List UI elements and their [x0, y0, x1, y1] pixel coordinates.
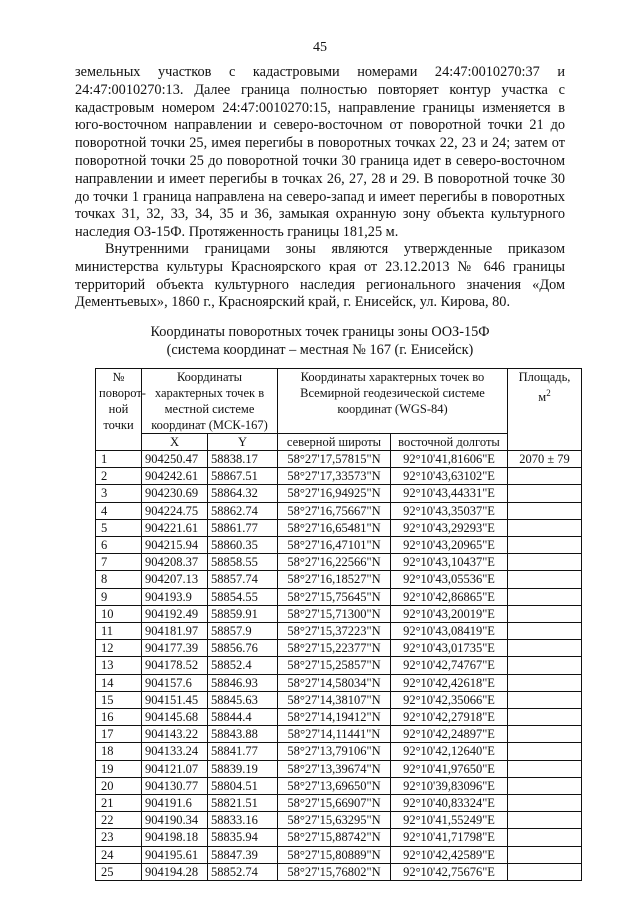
x-cell: 904133.24: [142, 743, 208, 760]
x-cell: 904130.77: [142, 777, 208, 794]
x-cell: 904224.75: [142, 502, 208, 519]
longitude-cell: 92°10'41,81606"E: [391, 451, 508, 468]
point-number-cell: 4: [96, 502, 142, 519]
table-row: [96, 554, 582, 571]
longitude-cell: 92°10'42,35066"E: [391, 691, 508, 708]
point-number-cell: 7: [96, 554, 142, 571]
point-number-cell: 12: [96, 640, 142, 657]
x-cell: 904191.6: [142, 795, 208, 812]
page-number: 45: [313, 40, 327, 55]
table-row: [96, 657, 582, 674]
y-cell: 58835.94: [208, 829, 278, 846]
x-cell: 904208.37: [142, 554, 208, 571]
point-number-cell: 2: [96, 468, 142, 485]
x-cell: 904215.94: [142, 537, 208, 554]
table-row: [96, 709, 582, 726]
x-cell: 904178.52: [142, 657, 208, 674]
header-area-superscript: 2: [546, 388, 551, 398]
latitude-cell: 58°27'15,66907"N: [278, 795, 391, 812]
latitude-cell: 58°27'17,57815"N: [278, 451, 391, 468]
latitude-cell: 58°27'15,88742"N: [278, 829, 391, 846]
y-cell: 58867.51: [208, 468, 278, 485]
area-cell: [508, 846, 582, 863]
y-cell: 58859.91: [208, 605, 278, 622]
latitude-cell: 58°27'15,25857"N: [278, 657, 391, 674]
table-row: [96, 468, 582, 485]
table-title-line2: (система координат – местная № 167 (г. Енисейск): [166, 341, 474, 358]
point-number-cell: 17: [96, 726, 142, 743]
header-longitude: восточной долготы: [391, 434, 508, 451]
longitude-cell: 92°10'43,08419"E: [391, 623, 508, 640]
point-number-cell: 3: [96, 485, 142, 502]
table-row: [96, 795, 582, 812]
point-number-cell: 23: [96, 829, 142, 846]
table-row: [96, 640, 582, 657]
longitude-cell: 92°10'42,42618"E: [391, 674, 508, 691]
area-cell: [508, 812, 582, 829]
longitude-cell: 92°10'39,83096"E: [391, 777, 508, 794]
area-cell: [508, 537, 582, 554]
y-cell: 58846.93: [208, 674, 278, 691]
y-cell: 58843.88: [208, 726, 278, 743]
latitude-cell: 58°27'16,75667"N: [278, 502, 391, 519]
y-cell: 58844.4: [208, 709, 278, 726]
x-cell: 904221.61: [142, 519, 208, 536]
point-number-cell: 16: [96, 709, 142, 726]
point-number-cell: 20: [96, 777, 142, 794]
y-cell: 58852.74: [208, 863, 278, 880]
point-number-cell: 24: [96, 846, 142, 863]
header-area: [508, 369, 582, 451]
latitude-cell: 58°27'15,22377"N: [278, 640, 391, 657]
table-row: [96, 863, 582, 880]
longitude-cell: 92°10'42,27918"E: [391, 709, 508, 726]
point-number-cell: 22: [96, 812, 142, 829]
area-cell: [508, 795, 582, 812]
y-cell: 58847.39: [208, 846, 278, 863]
longitude-cell: 92°10'42,74767"E: [391, 657, 508, 674]
paragraph-boundary-description: земельных участков с кадастровыми номерами 24:47:0010270:37 и 24:47:0010270:13. Далее граница полностью повторяет контур участка с кадастровым номером 24:47:0010270:15, направление границы изменяется в юго-восточном направлении и северо-восточном от поворотной точки 21 до поворотной точки 25, имея перегибы в поворотных точках 22, 23 и 24; затем от поворотной точки 25 до поворотной точки 30 граница идет в северо-восточном направлении и имеет перегибы в точках 26, 27, 28 и 29. В поворотной точке 30 до точки 1 граница направлена на северо-запад и имеет перегибы в поворотных точках 31, 32, 33, 34, 35 и 36, замыкая охранную зону объекта культурного наследия ОЗ-15Ф. Протяженность границы 181,25 м.: [75, 64, 565, 241]
latitude-cell: 58°27'14,19412"N: [278, 709, 391, 726]
point-number-cell: 25: [96, 863, 142, 880]
area-cell: [508, 691, 582, 708]
header-local-coordinates: Координаты характерных точек в местной системе координат (МСК-167): [142, 369, 278, 434]
header-y: Y: [208, 434, 278, 451]
latitude-cell: 58°27'16,65481"N: [278, 519, 391, 536]
y-cell: 58862.74: [208, 502, 278, 519]
y-cell: 58845.63: [208, 691, 278, 708]
point-number-cell: 18: [96, 743, 142, 760]
latitude-cell: 58°27'15,76802"N: [278, 863, 391, 880]
x-cell: 904145.68: [142, 709, 208, 726]
y-cell: 58857.74: [208, 571, 278, 588]
x-cell: 904230.69: [142, 485, 208, 502]
table-row: [96, 502, 582, 519]
longitude-cell: 92°10'43,20019"E: [391, 605, 508, 622]
latitude-cell: 58°27'13,79106"N: [278, 743, 391, 760]
area-cell: [508, 554, 582, 571]
x-cell: 904157.6: [142, 674, 208, 691]
table-row: [96, 588, 582, 605]
point-number-cell: 15: [96, 691, 142, 708]
x-cell: 904195.61: [142, 846, 208, 863]
longitude-cell: 92°10'42,24897"E: [391, 726, 508, 743]
table-title: [0, 324, 640, 359]
area-cell: [508, 829, 582, 846]
longitude-cell: 92°10'43,05536"E: [391, 571, 508, 588]
area-cell: [508, 502, 582, 519]
point-number-cell: 21: [96, 795, 142, 812]
latitude-cell: 58°27'14,38107"N: [278, 691, 391, 708]
area-cell: [508, 726, 582, 743]
table-body: [96, 451, 582, 881]
latitude-cell: 58°27'14,58034"N: [278, 674, 391, 691]
table-row: [96, 485, 582, 502]
area-cell: [508, 709, 582, 726]
latitude-cell: 58°27'15,75645"N: [278, 588, 391, 605]
table-row: [96, 605, 582, 622]
longitude-cell: 92°10'43,44331"E: [391, 485, 508, 502]
longitude-cell: 92°10'43,20965"E: [391, 537, 508, 554]
x-cell: 904194.28: [142, 863, 208, 880]
y-cell: 58841.77: [208, 743, 278, 760]
coordinates-table: [95, 368, 582, 881]
area-cell: 2070 ± 79: [508, 451, 582, 468]
table-row: [96, 726, 582, 743]
longitude-cell: 92°10'42,42589"E: [391, 846, 508, 863]
y-cell: 58821.51: [208, 795, 278, 812]
paragraph-inner-boundaries: Внутренними границами зоны являются утвержденные приказом министерства культуры Красноярского края от 23.12.2013 № 646 границы территорий объекта культурного наследия регионального значения «Дом Дементьевых», 1860 г., Красноярский край, г. Енисейск, ул. Кирова, 80.: [75, 241, 565, 311]
area-cell: [508, 863, 582, 880]
y-cell: 58838.17: [208, 451, 278, 468]
y-cell: 58804.51: [208, 777, 278, 794]
longitude-cell: 92°10'42,86865"E: [391, 588, 508, 605]
x-cell: 904143.22: [142, 726, 208, 743]
header-wgs-coordinates: Координаты характерных точек во Всемирной геодезической системе координат (WGS-84): [278, 369, 508, 434]
table-row: [96, 674, 582, 691]
latitude-cell: 58°27'16,94925"N: [278, 485, 391, 502]
longitude-cell: 92°10'40,83324"E: [391, 795, 508, 812]
y-cell: 58852.4: [208, 657, 278, 674]
header-latitude: северной широты: [278, 434, 391, 451]
longitude-cell: 92°10'41,71798"E: [391, 829, 508, 846]
x-cell: 904242.61: [142, 468, 208, 485]
table-row: [96, 623, 582, 640]
area-cell: [508, 468, 582, 485]
area-cell: [508, 571, 582, 588]
latitude-cell: 58°27'15,80889"N: [278, 846, 391, 863]
latitude-cell: 58°27'17,33573"N: [278, 468, 391, 485]
header-point-number: № поворот-ной точки: [96, 369, 142, 451]
y-cell: 58858.55: [208, 554, 278, 571]
table-row: [96, 519, 582, 536]
table-row: [96, 691, 582, 708]
x-cell: 904198.18: [142, 829, 208, 846]
y-cell: 58854.55: [208, 588, 278, 605]
area-cell: [508, 588, 582, 605]
table-row: [96, 777, 582, 794]
longitude-cell: 92°10'42,12640"E: [391, 743, 508, 760]
table-row: [96, 760, 582, 777]
latitude-cell: 58°27'16,18527"N: [278, 571, 391, 588]
point-number-cell: 6: [96, 537, 142, 554]
point-number-cell: 9: [96, 588, 142, 605]
longitude-cell: 92°10'43,35037"E: [391, 502, 508, 519]
point-number-cell: 5: [96, 519, 142, 536]
y-cell: 58857.9: [208, 623, 278, 640]
x-cell: 904190.34: [142, 812, 208, 829]
header-x: X: [142, 434, 208, 451]
x-cell: 904181.97: [142, 623, 208, 640]
area-cell: [508, 760, 582, 777]
point-number-cell: 10: [96, 605, 142, 622]
point-number-cell: 8: [96, 571, 142, 588]
y-cell: 58860.35: [208, 537, 278, 554]
point-number-cell: 19: [96, 760, 142, 777]
area-cell: [508, 485, 582, 502]
table-row: [96, 743, 582, 760]
latitude-cell: 58°27'16,47101"N: [278, 537, 391, 554]
latitude-cell: 58°27'13,39674"N: [278, 760, 391, 777]
y-cell: 58861.77: [208, 519, 278, 536]
table-row: [96, 537, 582, 554]
longitude-cell: 92°10'43,63102"E: [391, 468, 508, 485]
area-cell: [508, 657, 582, 674]
table-row: [96, 812, 582, 829]
y-cell: 58856.76: [208, 640, 278, 657]
point-number-cell: 1: [96, 451, 142, 468]
latitude-cell: 58°27'15,63295"N: [278, 812, 391, 829]
point-number-cell: 14: [96, 674, 142, 691]
y-cell: 58839.19: [208, 760, 278, 777]
area-cell: [508, 640, 582, 657]
table-row: [96, 829, 582, 846]
x-cell: 904151.45: [142, 691, 208, 708]
longitude-cell: 92°10'42,75676"E: [391, 863, 508, 880]
x-cell: 904250.47: [142, 451, 208, 468]
latitude-cell: 58°27'16,22566"N: [278, 554, 391, 571]
y-cell: 58864.32: [208, 485, 278, 502]
area-cell: [508, 777, 582, 794]
latitude-cell: 58°27'15,37223"N: [278, 623, 391, 640]
point-number-cell: 11: [96, 623, 142, 640]
table-row: [96, 571, 582, 588]
x-cell: 904193.9: [142, 588, 208, 605]
longitude-cell: 92°10'43,10437"E: [391, 554, 508, 571]
area-cell: [508, 674, 582, 691]
table-header-row: [96, 369, 582, 434]
area-cell: [508, 743, 582, 760]
latitude-cell: 58°27'14,11441"N: [278, 726, 391, 743]
point-number-cell: 13: [96, 657, 142, 674]
area-cell: [508, 623, 582, 640]
table-title-line1: Координаты поворотных точек границы зоны ООЗ-15Ф: [150, 324, 490, 340]
x-cell: 904207.13: [142, 571, 208, 588]
area-cell: [508, 605, 582, 622]
longitude-cell: 92°10'43,29293"E: [391, 519, 508, 536]
longitude-cell: 92°10'41,55249"E: [391, 812, 508, 829]
area-cell: [508, 519, 582, 536]
longitude-cell: 92°10'43,01735"E: [391, 640, 508, 657]
x-cell: 904121.07: [142, 760, 208, 777]
header-area-label: Площадь, м: [518, 370, 571, 405]
latitude-cell: 58°27'15,71300"N: [278, 605, 391, 622]
longitude-cell: 92°10'41,97650"E: [391, 760, 508, 777]
latitude-cell: 58°27'13,69650"N: [278, 777, 391, 794]
y-cell: 58833.16: [208, 812, 278, 829]
table-row: [96, 846, 582, 863]
x-cell: 904192.49: [142, 605, 208, 622]
x-cell: 904177.39: [142, 640, 208, 657]
table-row: [96, 451, 582, 468]
